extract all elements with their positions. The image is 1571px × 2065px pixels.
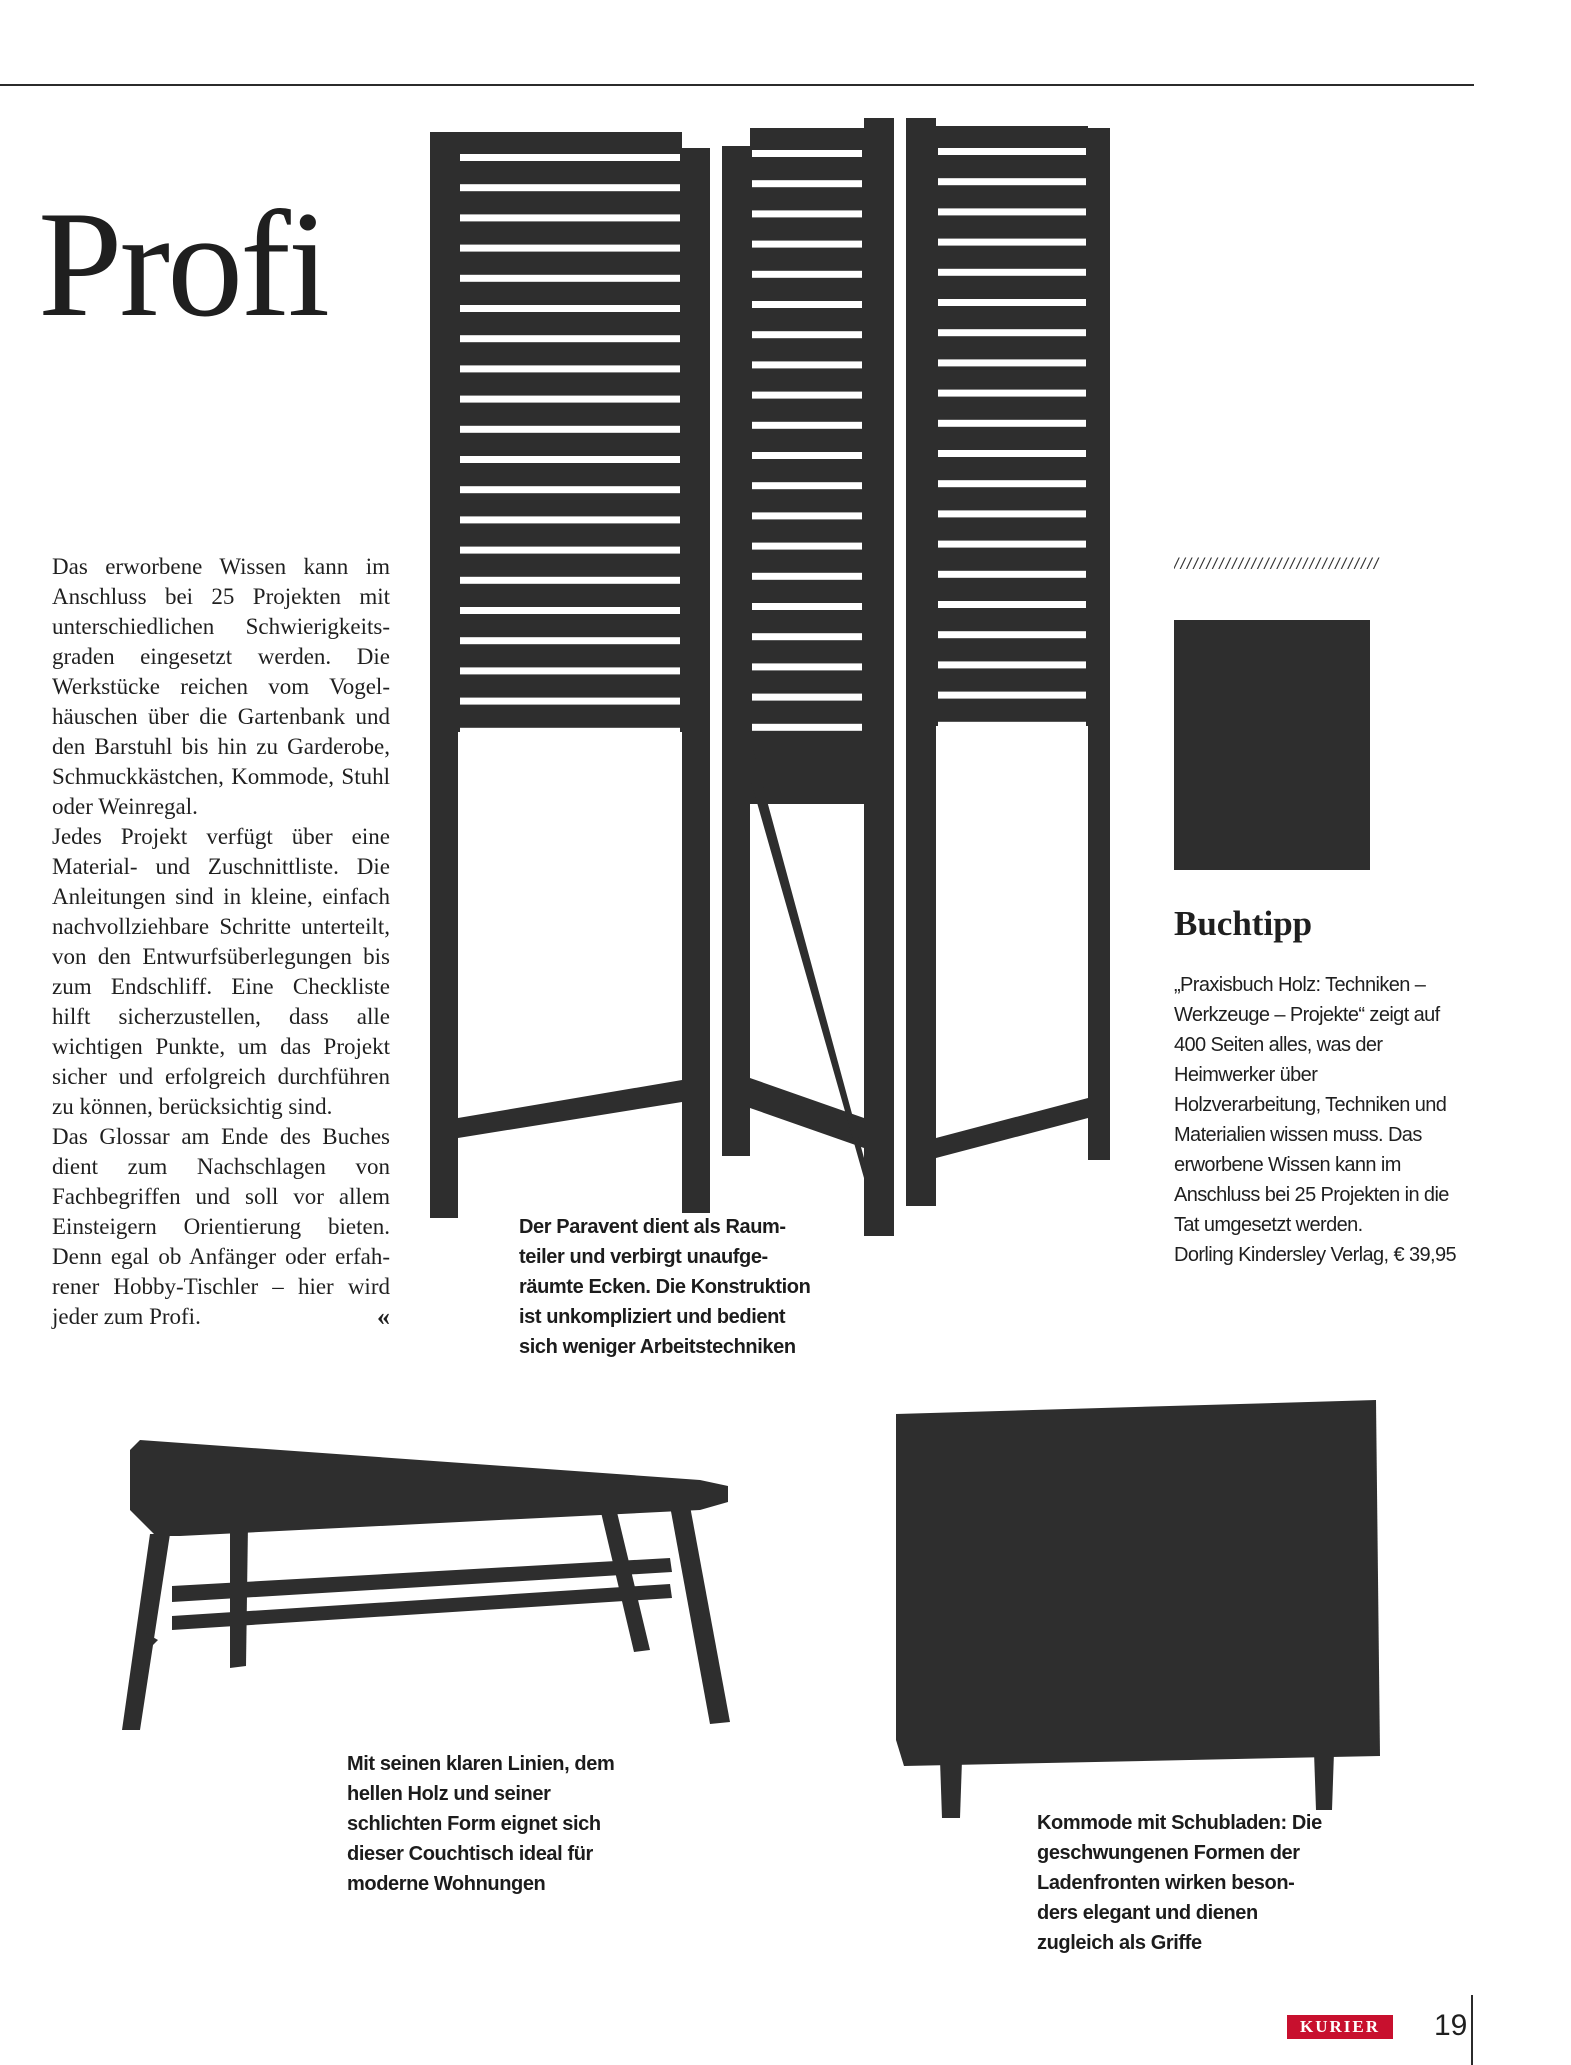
sidebar-title: Buchtipp <box>1174 904 1313 943</box>
slat-gap <box>752 603 862 610</box>
slat-gap <box>460 728 680 735</box>
slat-gap <box>938 208 1086 215</box>
slat-gap <box>460 486 680 493</box>
caption-paravent: Der Paravent dient als Raum- teiler und verbirgt unaufge- räumte Ecken. Die Konstruktion ist unkompliziert und bedient sich weniger Arbeitstechniken <box>519 1216 811 1358</box>
slat-gap <box>752 543 862 550</box>
slat-gap <box>938 329 1086 336</box>
slat-gap <box>752 724 862 731</box>
slat-gap <box>938 480 1086 487</box>
slat-gap <box>938 631 1086 638</box>
slat-gap <box>460 275 680 282</box>
article-body <box>52 552 390 1332</box>
paravent-illustration <box>430 118 1110 1238</box>
slat-gap <box>938 661 1086 668</box>
slat-gap <box>938 390 1086 397</box>
slat-gap <box>752 301 862 308</box>
slat-gap <box>460 426 680 433</box>
couchtisch-illustration <box>60 1440 740 1740</box>
slat-gap <box>752 361 862 368</box>
slat-gap <box>752 452 862 459</box>
slat-gap <box>460 456 680 463</box>
slat-gap <box>752 180 862 187</box>
body-paragraph-text: Das Glossar am Ende des Buches dient zum Nachschlagen von Fachbegriffen und soll vor allem Einsteigern Orientierung bieten. Denn egal ob Anfänger oder erfahrener Hobby-Tischler – hier wird jeder zum Profi. <box>52 1124 390 1329</box>
slat-gap <box>752 271 862 278</box>
slat-gap <box>460 547 680 554</box>
page-number-rule <box>1471 1995 1473 2065</box>
sidebar-divider: //////////////////////////////// <box>1174 556 1381 573</box>
slat-gap <box>460 245 680 252</box>
slat-gap <box>460 396 680 403</box>
slat-gap <box>752 392 862 399</box>
page-number: 19 <box>1434 2009 1468 2042</box>
slat-gap <box>460 365 680 372</box>
slat-gap <box>460 184 680 191</box>
slat-gap <box>938 239 1086 246</box>
slat-gap <box>752 694 862 701</box>
slat-gap <box>752 150 862 157</box>
slat-gap <box>752 573 862 580</box>
slat-gap <box>938 450 1086 457</box>
slat-gap <box>460 607 680 614</box>
body-paragraph: Jedes Projekt verfügt über eine Material- und Zuschnittliste. Die Anleitungen sind in kleine, einfach nachvollziehbare Schritte unterteilt, von den Entwurfsüberlegungen bis zum Endschliff. Eine Checkliste hilft sicherzustellen, dass alle wichtigen Punkte, um das Projekt sicher und erfolgreich durchführen zu können, berücksichtig sind. <box>52 824 390 1119</box>
slat-gap <box>752 663 862 670</box>
brand-logo: KURIER <box>1287 2015 1393 2039</box>
slat-gap <box>938 541 1086 548</box>
slat-gap <box>460 516 680 523</box>
caption-couchtisch: Mit seinen klaren Linien, dem hellen Holz und seiner schlichten Form eignet sich dieser Couchtisch ideal für moderne Wohnungen <box>347 1753 615 1895</box>
slat-gap <box>938 359 1086 366</box>
slat-gap <box>752 633 862 640</box>
caption-kommode: Kommode mit Schubladen: Die geschwungenen Formen der Ladenfronten wirken beson- ders elegant und dienen zugleich als Griffe <box>1037 1812 1322 1954</box>
slat-gap <box>938 601 1086 608</box>
slat-gap <box>460 577 680 584</box>
slat-gap <box>752 482 862 489</box>
kommode-illustration <box>896 1400 1386 1820</box>
slat-gap <box>938 571 1086 578</box>
body-paragraph: Das erworbene Wissen kann im Anschluss bei 25 Projekten mit unterschiedlichen Schwierigkeitsgraden eingesetzt werden. Die Werkstücke reichen vom Vogelhäuschen über die Gartenbank und den Barstuhl bis hin zu Garderobe, Schmuckkästchen, Kommode, Stuhl oder Weinregal. <box>52 554 390 819</box>
slat-gap <box>938 299 1086 306</box>
slat-gap <box>460 335 680 342</box>
slat-gap <box>460 305 680 312</box>
slat-gap <box>752 422 862 429</box>
slat-gap <box>752 512 862 519</box>
top-rule <box>0 84 1474 86</box>
slat-gap <box>938 269 1086 276</box>
book-cover-image <box>1174 620 1370 870</box>
slat-gap <box>752 210 862 217</box>
slat-gap <box>938 692 1086 699</box>
page-title: Profi <box>38 180 327 348</box>
slat-gap <box>938 510 1086 517</box>
end-mark: « <box>377 1302 390 1331</box>
slat-gap <box>460 698 680 705</box>
slat-gap <box>460 214 680 221</box>
slat-gap <box>938 420 1086 427</box>
slat-gap <box>938 722 1086 729</box>
slat-gap <box>752 331 862 338</box>
slat-gap <box>460 154 680 161</box>
body-paragraph <box>52 1122 390 1332</box>
slat-gap <box>460 637 680 644</box>
sidebar-body: „Praxisbuch Holz: Techniken – Werkzeuge – Projekte“ zeigt auf 400 Seiten alles, was der Heimwerker über Holzverarbeitung, Techniken und Materialien wissen muss. Das erworbene Wissen kann im Anschluss bei 25 Projekten in die Tat umgesetzt werden. Dorling Kindersley Verlag, € 39,95 <box>1174 974 1457 1266</box>
slat-gap <box>938 148 1086 155</box>
slat-gap <box>460 667 680 674</box>
slat-gap <box>752 241 862 248</box>
slat-gap <box>938 178 1086 185</box>
